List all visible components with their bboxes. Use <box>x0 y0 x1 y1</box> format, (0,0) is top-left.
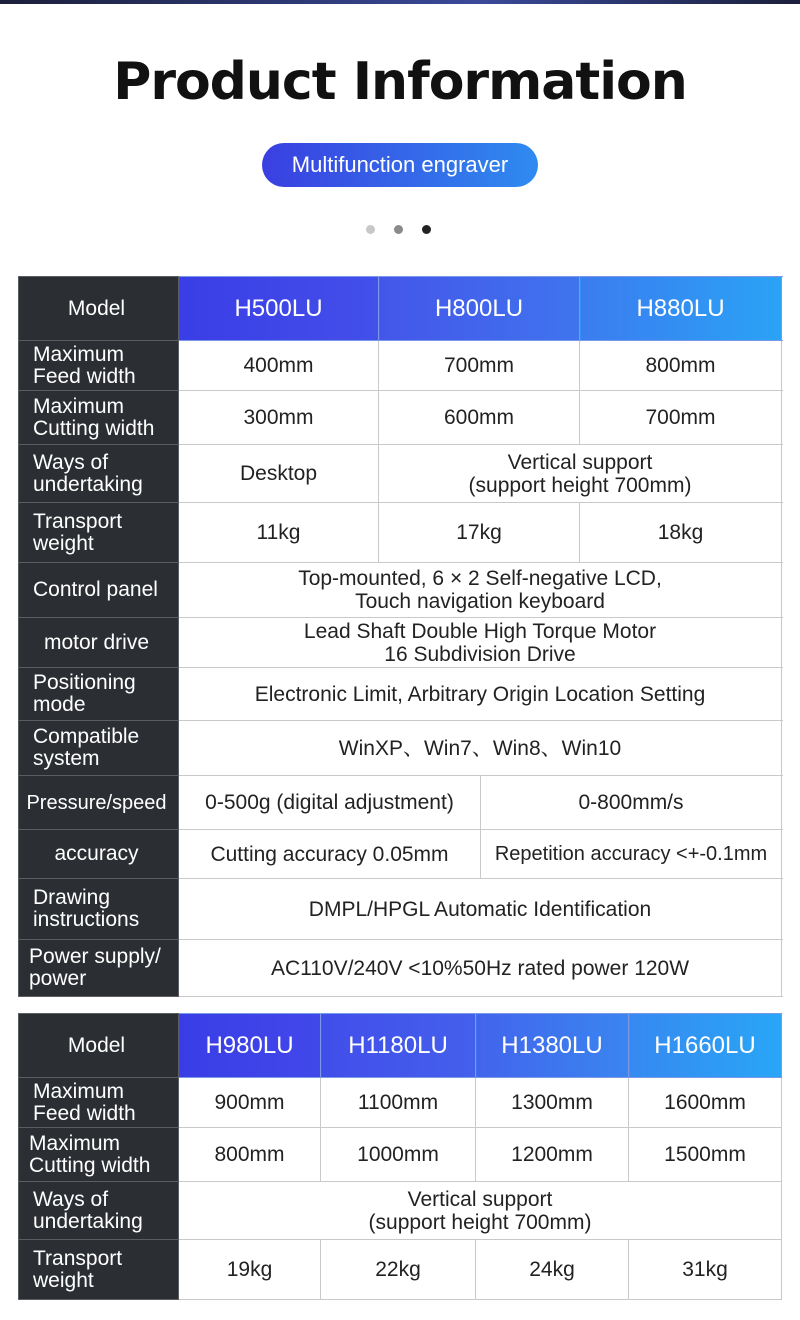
table-cell: 11kg <box>179 503 379 563</box>
table-cell-merged: Top-mounted, 6 × 2 Self-negative LCD, Touch navigation keyboard <box>179 563 782 618</box>
table-cell: 24kg <box>476 1240 629 1300</box>
row-label-ways-of-undertaking: Ways of undertaking <box>19 1182 179 1240</box>
table-row <box>19 1128 782 1182</box>
row-label-motor-drive: motor drive <box>19 618 179 668</box>
table-row <box>19 563 782 618</box>
table-cell: 18kg <box>580 503 782 563</box>
table-row <box>19 668 782 721</box>
spec-table-1 <box>18 276 782 997</box>
table-row <box>19 503 782 563</box>
table-cell: 300mm <box>179 391 379 445</box>
table-cell: 1200mm <box>476 1128 629 1182</box>
table-cell: 700mm <box>580 391 782 445</box>
table-row <box>19 618 782 668</box>
table-cell: Desktop <box>179 445 379 503</box>
model-header: H800LU <box>379 277 580 341</box>
table-cell: 0-800mm/s <box>481 776 782 830</box>
table-row <box>19 341 782 391</box>
table-cell: 17kg <box>379 503 580 563</box>
row-label-positioning-mode: Positioning mode <box>19 668 179 721</box>
table-row <box>19 1182 782 1240</box>
row-label-cutting-width: Maximum Cutting width <box>19 391 179 445</box>
table-row <box>19 776 782 830</box>
table-cell: 1000mm <box>321 1128 476 1182</box>
table-cell: 800mm <box>580 341 782 391</box>
table-row <box>19 879 782 940</box>
carousel-dot-2[interactable] <box>394 225 403 234</box>
table-cell: 600mm <box>379 391 580 445</box>
table-cell: 900mm <box>179 1078 321 1128</box>
table-cell: 19kg <box>179 1240 321 1300</box>
table-cell: 22kg <box>321 1240 476 1300</box>
table-cell-merged: Vertical support (support height 700mm) <box>379 445 782 503</box>
table-cell: 700mm <box>379 341 580 391</box>
table-row <box>19 445 782 503</box>
spec-table-2 <box>18 1013 782 1300</box>
row-label-cutting-width: Maximum Cutting width <box>19 1128 179 1182</box>
row-label-feed-width: Maximum Feed width <box>19 1078 179 1128</box>
row-label-transport-weight: Transport weight <box>19 503 179 563</box>
table-cell-merged: Vertical support (support height 700mm) <box>179 1182 782 1240</box>
row-label-compatible-system: Compatible system <box>19 721 179 776</box>
table-cell: 1300mm <box>476 1078 629 1128</box>
subtitle-pill: Multifunction engraver <box>262 143 538 187</box>
model-header: H1180LU <box>321 1014 476 1078</box>
model-header: H1660LU <box>629 1014 782 1078</box>
row-label-pressure-speed: Pressure/speed <box>19 776 179 830</box>
table-cell: 1500mm <box>629 1128 782 1182</box>
table-cell: 800mm <box>179 1128 321 1182</box>
table-cell-merged: Lead Shaft Double High Torque Motor 16 Subdivision Drive <box>179 618 782 668</box>
table-row <box>19 830 782 879</box>
page-title: Product Information <box>113 52 687 112</box>
table-row <box>19 1240 782 1300</box>
row-label-model: Model <box>19 277 179 341</box>
row-label-control-panel: Control panel <box>19 563 179 618</box>
row-label-ways-of-undertaking: Ways of undertaking <box>19 445 179 503</box>
model-header: H1380LU <box>476 1014 629 1078</box>
table-row <box>19 940 782 997</box>
row-label-power-supply: Power supply/ power <box>19 940 179 997</box>
table-row-model <box>19 1014 782 1078</box>
row-label-accuracy: accuracy <box>19 830 179 879</box>
table-cell: 31kg <box>629 1240 782 1300</box>
table-cell: 1100mm <box>321 1078 476 1128</box>
table-cell: Repetition accuracy <+-0.1mm <box>481 830 782 879</box>
carousel-dots[interactable] <box>366 225 436 235</box>
table-row <box>19 721 782 776</box>
table-cell-merged: Electronic Limit, Arbitrary Origin Location Setting <box>179 668 782 721</box>
row-label-drawing-instructions: Drawing instructions <box>19 879 179 940</box>
table-cell: 1600mm <box>629 1078 782 1128</box>
carousel-dot-3-active[interactable] <box>422 225 431 234</box>
row-label-transport-weight: Transport weight <box>19 1240 179 1300</box>
table-cell: Cutting accuracy 0.05mm <box>179 830 481 879</box>
table-row <box>19 391 782 445</box>
model-header: H500LU <box>179 277 379 341</box>
model-header: H880LU <box>580 277 782 341</box>
model-header: H980LU <box>179 1014 321 1078</box>
table-cell: 0-500g (digital adjustment) <box>179 776 481 830</box>
table-cell-merged: WinXP、Win7、Win8、Win10 <box>179 721 782 776</box>
carousel-dot-1[interactable] <box>366 225 375 234</box>
row-label-model: Model <box>19 1014 179 1078</box>
table-cell-merged: DMPL/HPGL Automatic Identification <box>179 879 782 940</box>
top-decor-strip <box>0 0 800 4</box>
table-cell-merged: AC110V/240V <10%50Hz rated power 120W <box>179 940 782 997</box>
row-label-feed-width: Maximum Feed width <box>19 341 179 391</box>
table-row <box>19 1078 782 1128</box>
table-cell: 400mm <box>179 341 379 391</box>
table-row-model <box>19 277 782 341</box>
